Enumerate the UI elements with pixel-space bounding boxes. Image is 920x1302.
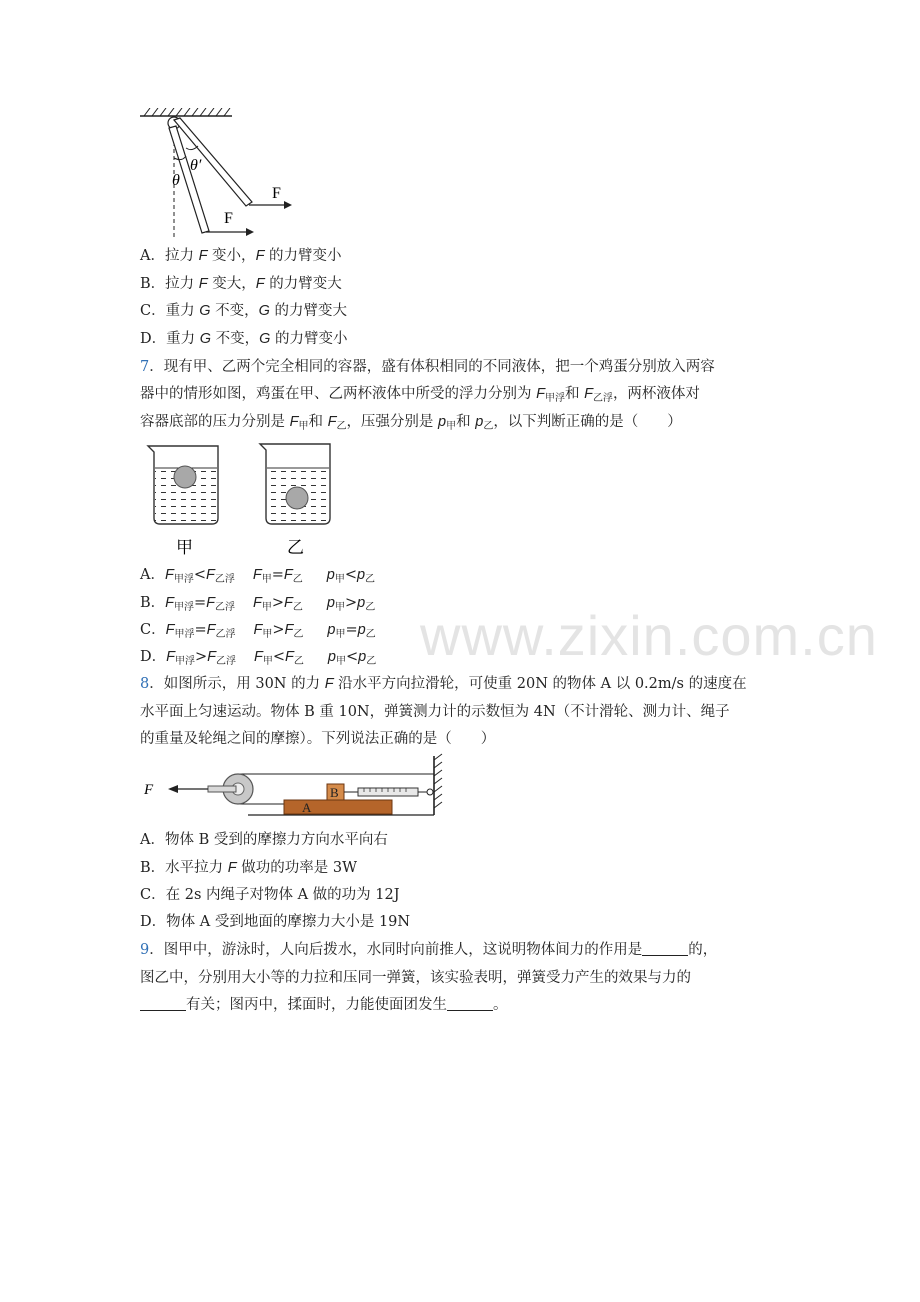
- q7-option-b[interactable]: B．$F_{甲浮}=F_{乙浮}$ $F_甲>F_乙$ $p_甲>p_乙$: [140, 595, 376, 613]
- q6-option-c[interactable]: C．重力 G 不变，G 的力臂变大: [140, 303, 347, 319]
- label-jia: 甲: [176, 538, 193, 557]
- q6-option-d[interactable]: D．重力 G 不变，G 的力臂变小: [140, 331, 348, 347]
- beaker-jia: [148, 446, 218, 524]
- lever-figure: [136, 108, 306, 243]
- q7-stem-line1: 7．现有甲、乙两个完全相同的容器，盛有体积相同的不同液体，把一个鸡蛋分别放入两容: [140, 359, 715, 375]
- q9-stem-line3: 有关；图丙中，揉面时，力能使面团发生 。: [140, 995, 508, 1015]
- label-yi: 乙: [287, 538, 304, 557]
- q8-stem-line2: 水平面上匀速运动。物体 B 重 10N，弹簧测力计的示数恒为 4N（不计滑轮、测力计、绳子: [140, 704, 730, 720]
- theta-label: θ: [172, 172, 180, 189]
- q8-option-d[interactable]: D．物体 A 受到地面的摩擦力大小是 19N: [140, 914, 411, 930]
- force-f-label: F: [144, 782, 154, 798]
- q9-stem-line2: 图乙中，分别用大小等的力拉和压同一弹簧，该实验表明，弹簧受力产生的效果与力的: [140, 970, 691, 986]
- q8-stem-line1: 8．如图所示，用 30N 的力 F 沿水平方向拉滑轮，可使重 20N 的物体 A 以 0.2m/s 的速度在: [140, 676, 747, 692]
- answer-blank-3[interactable]: [447, 996, 493, 1011]
- q7-option-d[interactable]: D．$F_{甲浮}>F_{乙浮}$ $F_甲<F_乙$ $p_甲<p_乙$: [140, 649, 377, 667]
- q8-option-a[interactable]: A．物体 B 受到的摩擦力方向水平向右: [140, 832, 388, 848]
- q7-stem-line2: 器中的情形如图，鸡蛋在甲、乙两杯液体中所受的浮力分别为 $F_{甲浮}$和 $F_{乙浮}$，两杯液体对: [140, 386, 700, 404]
- theta-prime-label: θ′: [190, 157, 202, 174]
- q8-option-b[interactable]: B．水平拉力 F 做功的功率是 3W: [140, 860, 357, 876]
- q7-stem-line3: 容器底部的压力分别是 $F_甲$和 $F_乙$，压强分别是 $p_甲$和 $p_乙$，以下判断正确的是（ ）: [140, 414, 682, 432]
- q9-stem-line1: 9．图甲中，游泳时，人向后拨水，水同时向前推人，这说明物体间力的作用是 的，: [140, 942, 718, 958]
- q7-option-c[interactable]: C．$F_{甲浮}=F_{乙浮}$ $F_甲>F_乙$ $p_甲=p_乙$: [140, 622, 376, 640]
- pulley-figure: [138, 752, 448, 822]
- block-b-label: B: [330, 785, 339, 800]
- beaker-yi: [260, 444, 330, 524]
- q7-number: 7: [140, 359, 150, 375]
- q8-number: 8: [140, 676, 150, 692]
- force-label-upper: F: [272, 185, 281, 202]
- block-a-label: A: [302, 800, 312, 815]
- q9-number: 9: [140, 942, 150, 958]
- watermark: www.zixin.com.cn: [420, 604, 878, 667]
- q8-option-c[interactable]: C．在 2s 内绳子对物体 A 做的功为 12J: [140, 887, 400, 903]
- beakers-figure: [140, 440, 340, 560]
- answer-blank-2[interactable]: [140, 996, 186, 1011]
- q7-option-a[interactable]: A．$F_{甲浮}<F_{乙浮}$ $F_甲=F_乙$ $p_甲<p_乙$: [140, 567, 376, 585]
- answer-blank-1[interactable]: [642, 941, 688, 956]
- q6-option-a[interactable]: A．拉力 F 变小，F 的力臂变小: [140, 248, 342, 264]
- force-label-lower: F: [224, 210, 233, 227]
- q8-stem-line3: 的重量及轮绳之间的摩擦）。下列说法正确的是（ ）: [140, 731, 496, 747]
- q6-option-b[interactable]: B．拉力 F 变大，F 的力臂变大: [140, 276, 342, 292]
